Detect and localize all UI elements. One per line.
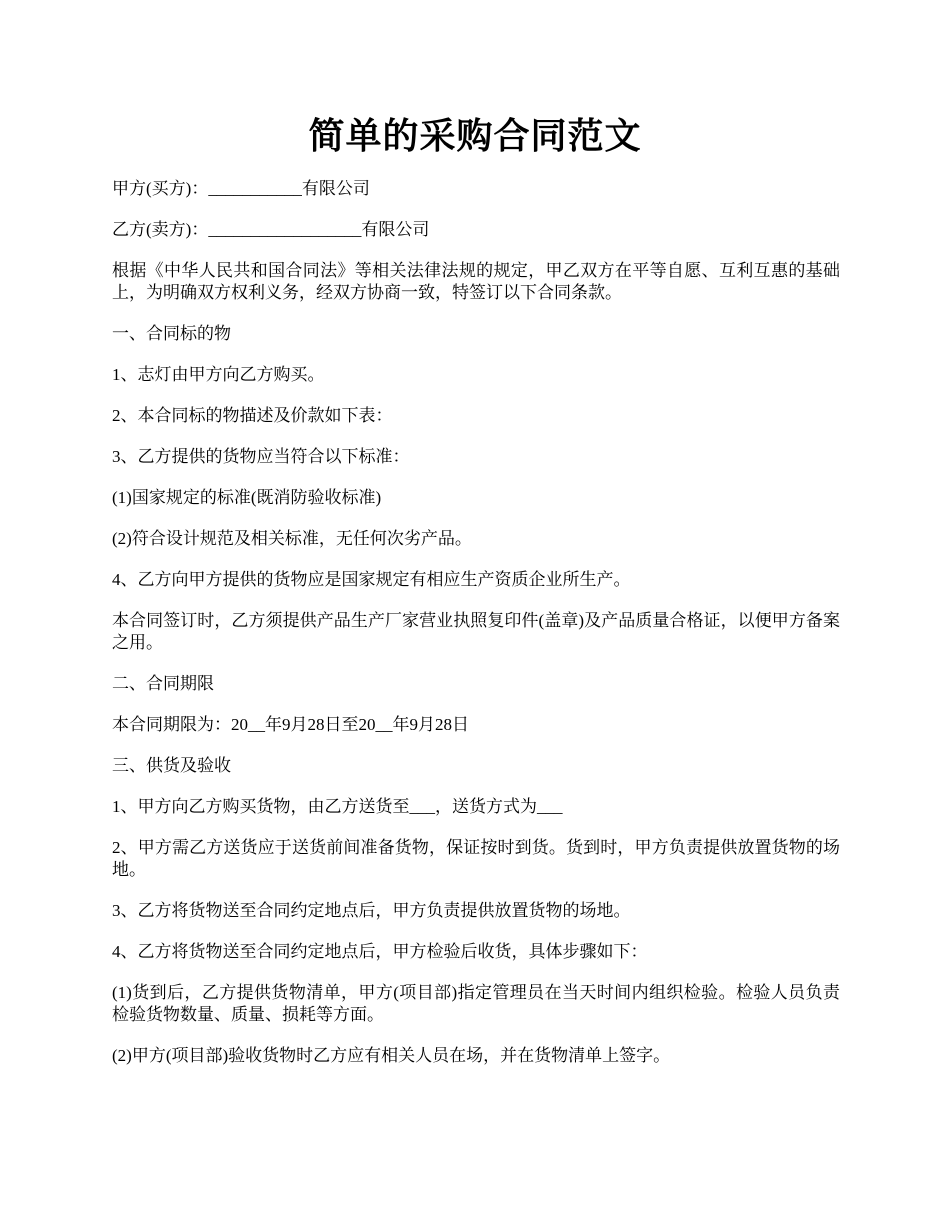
section-heading-delivery: 三、供货及验收 — [112, 756, 231, 775]
clause-3-4-item-1: (1)货到后，乙方提供货物清单，甲方(项目部)指定管理员在当天时间内组织检验。检验人员负责检验货物数量、质量、损耗等方面。 — [112, 983, 840, 1024]
party-b-line: 乙方(卖方)：__________________有限公司 — [112, 220, 430, 239]
clause-3-1: 1、甲方向乙方购买货物，由乙方送货至___，送货方式为___ — [112, 797, 563, 816]
clause-3-2: 2、甲方需乙方送货应于送货前间准备货物，保证按时到货。货到时，甲方负责提供放置货物的场地。 — [112, 838, 840, 879]
clause-3-4: 4、乙方将货物送至合同约定地点后，甲方检验后收货，具体步骤如下： — [112, 942, 648, 961]
clause-1-3: 3、乙方提供的货物应当符合以下标准： — [112, 447, 410, 466]
clause-1-1: 1、志灯由甲方向乙方购买。 — [112, 365, 325, 384]
clause-1-note: 本合同签订时，乙方须提供产品生产厂家营业执照复印件(盖章)及产品质量合格证，以便甲方备案之用。 — [112, 611, 840, 652]
section-heading-subject: 一、合同标的物 — [112, 324, 231, 343]
clause-1-3-item-2: (2)符合设计规范及相关标准，无任何次劣产品。 — [112, 529, 472, 548]
preamble-paragraph: 根据《中华人民共和国合同法》等相关法律法规的规定，甲乙双方在平等自愿、互利互惠的基础上，为明确双方权利义务，经双方协商一致，特签订以下合同条款。 — [112, 261, 840, 302]
clause-1-4: 4、乙方向甲方提供的货物应是国家规定有相应生产资质企业所生产。 — [112, 570, 631, 589]
party-a-line: 甲方(买方)：___________有限公司 — [112, 179, 370, 198]
clause-1-3-item-1: (1)国家规定的标准(既消防验收标准) — [112, 488, 382, 507]
clause-3-4-item-2: (2)甲方(项目部)验收货物时乙方应有相关人员在场，并在货物清单上签字。 — [112, 1046, 671, 1065]
document-title: 简单的采购合同范文 — [308, 116, 642, 156]
document-body — [112, 178, 840, 1086]
clause-3-3: 3、乙方将货物送至合同约定地点后，甲方负责提供放置货物的场地。 — [112, 901, 631, 920]
clause-1-2: 2、本合同标的物描述及价款如下表： — [112, 406, 393, 425]
clause-term: 本合同期限为：20__年9月28日至20__年9月28日 — [112, 715, 469, 734]
section-heading-term: 二、合同期限 — [112, 674, 214, 693]
